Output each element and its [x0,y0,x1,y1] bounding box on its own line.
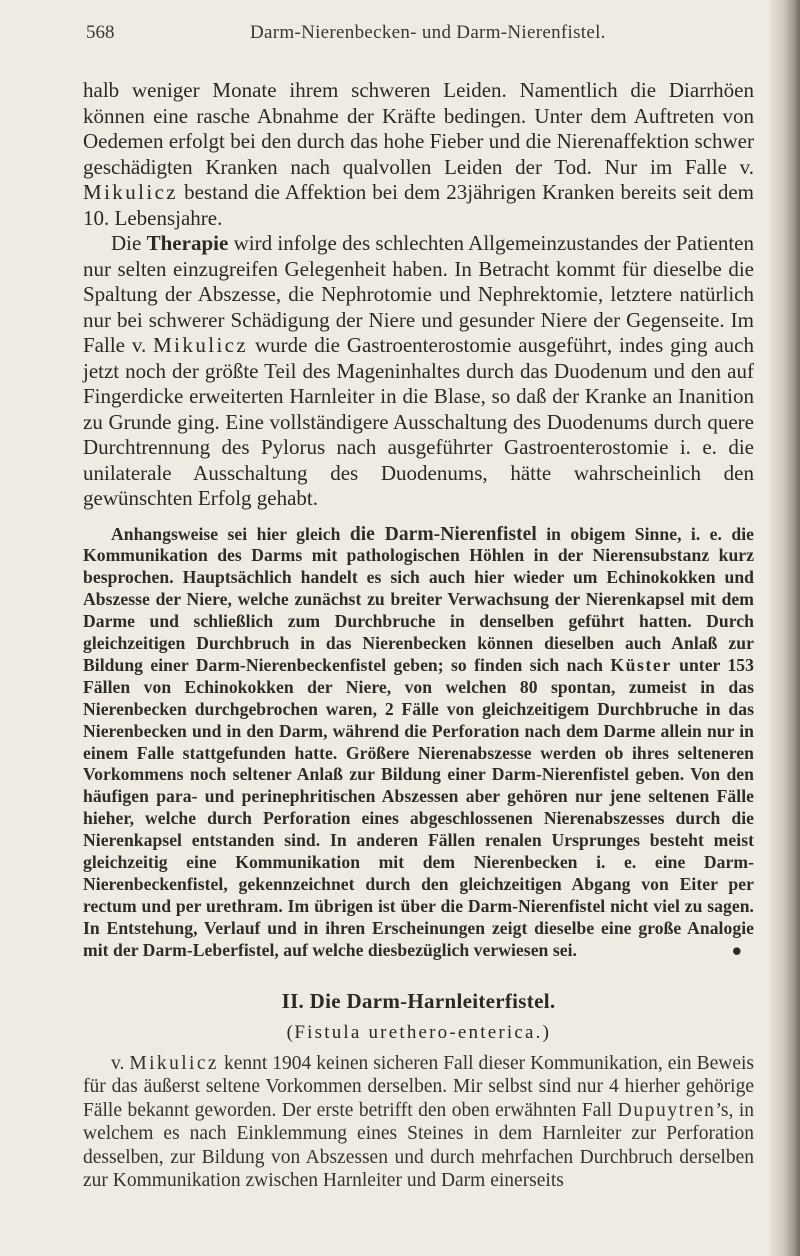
author-name: Mikulicz [129,1052,219,1074]
paragraph-therapie [83,231,754,512]
section-latin-subtitle: (Fistula urethero-enterica.) [286,1021,551,1043]
paragraph-2-text-a: wird infolge des schlechten Allgemeinzustandes der Patienten nur selten einzugreifen Gelegenheit haben. In Betracht kommt für dieselbe die Spaltung der Abszesse, die Nephrotomie und Nephrektomie, letztere natürlich nur bei schwerer Schädigung der Niere und gesunder Niere der Gegenseite. Im Falle v. [83,231,755,357]
author-name-dupuytren: Dupuytren [617,1099,716,1121]
author-name: Küster [610,654,672,675]
paragraph-4-text-b: ’s, in welchem es nach Einklemmung eines Steines in dem Harnleiter zur Perforation desselben, zur Bildung von Abszessen und durch mehrfachen Durchbruch derselben zur Kommunikation zwischen Harnleiter und Darm einerseits [83,1099,754,1192]
latin-term-b: enterica. [457,1021,543,1043]
paragraph-4 [83,1052,754,1193]
paragraph-2-text-b: wurde die Gastroenterostomie ausgeführt, indes ging auch jetzt noch der größte Teil des Mageninhaltes durch das Duodenum und den auf Fingerdicke erweiterten Harnleiter in die Blase, so daß der Kranke an Inanition zu Grunde ging. Eine vollständigere Ausschaltung des Duodenums durch quere Durchtrennung des Pylorus nach ausgeführter Gastroenterostomie i. e. die unilaterale Ausschaltung des Duodenums, hätte wahrscheinlich den gewünschten Erfolg gehabt. [83,333,754,510]
paragraph-4-text-a: kennt 1904 keinen sicheren Fall dieser Kommunikation, ein Beweis für das äußerst seltene Vorkommen derselben. Mir selbst sind nur 4 hierher gehörige Fälle bekannt geworden. Der erste betrifft den oben erwähnten Fall [83,1052,755,1121]
paragraph-3-lead: Anhangsweise sei hier gleich [111,523,350,544]
latin-term-a: Fistula urethero- [294,1021,458,1043]
section-title: Die Darm-Harnleiterfistel. [309,988,556,1013]
paragraph-2-lead: Die [111,231,147,255]
paragraph-1-text: halb weniger Monate ihrem schweren Leiden. Namentlich die Diarrhöen können eine rasche Abnahme der Kräfte bedingen. Unter dem Auftreten von Oedemen erfolgt bei den durch das hohe Fieber und die Nierenaffektion schwer geschädigten Kranken nach qualvollen Leiden der Tod. Nur im Falle v. [83,78,754,179]
paragraph-1-end: bestand die Affektion bei dem 23jährigen Kranken bereits seit dem 10. Lebensjahre. [83,180,754,230]
paragraph-3-text-b: unter 153 Fällen von Echinokokken der Niere, von welchen 80 spontan, zumeist in das Nierenbecken durchgebrochen waren, 2 Fälle von gleichzeitigem Durchbruche in das Nierenbecken und in den Darm, während die Perforation nach dem Darme allein nur in einem Falle stattgefunden hatte. Größere Nierenabszesse werden ob ihres selteneren Vorkommens noch seltener Anlaß zur Bildung einer Darm-Nierenfistel geben. Von den häufigen para- und perinephritischen Abszessen aber gehören nur jene seltenen Fälle hieher, welche durch Perforation eines abgeschlossenen Nierenabszesses durch die Nierenkapsel entstanden sind. In anderen Fällen renalen Ursprunges besteht meist gleichzeitig eine Kommunikation mit dem Nierenbecken i. e. eine Darm-Nierenbeckenfistel, gekennzeichnet durch den gleichzeitigen Abgang von Eiter per rectum und per urethram. Im übrigen ist über die Darm-Nierenfistel nicht viel zu sagen. In Entstehung, Verlauf und in ihren Erscheinungen zeigt dieselbe eine große Analogie mit der Darm-Leberfistel, auf welche diesbezüglich verwiesen sei. [83,654,754,960]
section-heading [83,988,754,1014]
author-name: Mikulicz [153,333,249,357]
running-title: Darm-Nierenbecken- und Darm-Nierenfistel. [250,22,606,43]
page-number: 568 [86,22,115,43]
author-name: Mikulicz [83,180,179,204]
keyword-darm-nierenfistel: die Darm-Nierenfistel [349,523,537,545]
bullet-mark: ● [731,939,743,960]
paragraph-darm-nierenfistel [83,524,754,962]
paragraph-1 [83,78,754,231]
paragraph-4-prefix: v. [111,1052,130,1074]
running-header [72,22,762,52]
section-number: II. [281,988,305,1013]
keyword-therapie: Therapie [146,231,229,255]
page-edge-shadow [770,0,800,1256]
paragraph-3-text-a: in obigem Sinne, i. e. die Kommunikation des Darms mit pathologischen Höhlen in der Nierensubstanz kurz besprochen. Hauptsächlich handelt es sich auch hier wieder um Echinokokken und Abszesse der Niere, welche zunächst zu breiter Verwachsung der Nierenkapsel mit dem Darme und schließlich zum Durchbruche in denselben geführt hatten. Durch gleichzeitigen Durchbruch in das Nierenbecken können dieselben auch Anlaß zur Bildung einer Darm-Nierenbeckenfistel geben; so finden sich nach [83,523,754,675]
main-text [83,78,754,1193]
